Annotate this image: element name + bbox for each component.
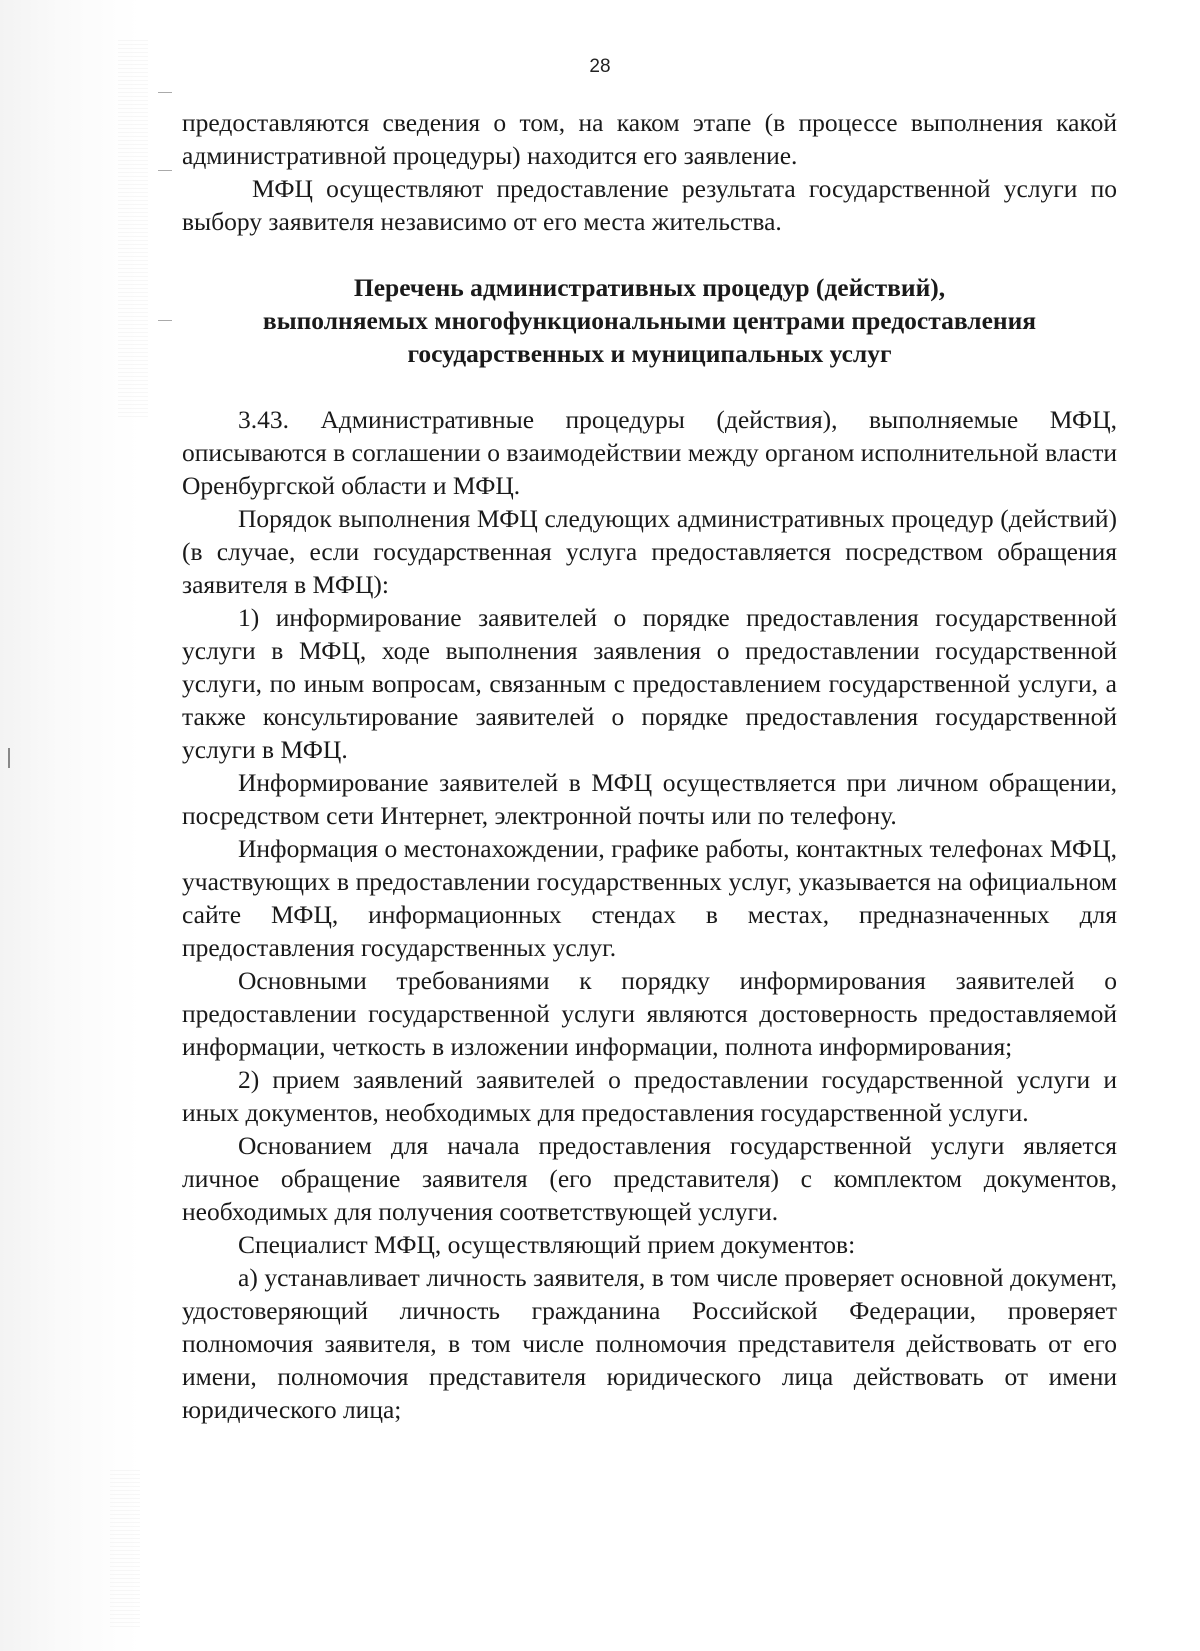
list-item: 1) информирование заявителей о порядке предоставления государственной услуги в МФЦ, ходе выполнения заявления о предоставлении государственной услуги, по иным вопросам, связанным с предоставлением государственной услуги, а также консультирование заявителей о порядке предоставления государственной услуги в МФЦ. xyxy=(182,603,1117,764)
heading-line: Перечень административных процедур (действий), xyxy=(353,273,946,302)
paragraph: Основными требованиями к порядку информирования заявителей о предоставлении государственной услуги являются достоверность предоставляемой информации, четкость в изложении информации, полнота информирования; xyxy=(182,966,1117,1061)
document-body xyxy=(182,106,1117,1426)
margin-dash xyxy=(158,170,172,171)
paragraph: Специалист МФЦ, осуществляющий прием документов: xyxy=(238,1230,856,1259)
margin-dash xyxy=(158,320,172,321)
paragraph: Основанием для начала предоставления государственной услуги является личное обращение заявителя (его представителя) с комплектом документов, необходимых для получения соответствующей услуги. xyxy=(182,1131,1117,1226)
list-item: 2) прием заявлений заявителей о предоставлении государственной услуги и иных документов, необходимых для предоставления государственной услуги. xyxy=(182,1065,1117,1127)
paragraph: Информация о местонахождении, графике работы, контактных телефонах МФЦ, участвующих в предоставлении государственных услуг, указывается на официальном сайте МФЦ, информационных стендах в местах, предназначенных для предоставления государственных услуг. xyxy=(182,834,1117,962)
list-item: а) устанавливает личность заявителя, в том числе проверяет основной документ, удостоверяющий личность гражданина Российской Федерации, проверяет полномочия заявителя, в том числе полномочия представителя действовать от его имени, полномочия представителя юридического лица действовать от имени юридического лица; xyxy=(182,1263,1117,1424)
paragraph: Информирование заявителей в МФЦ осуществляется при личном обращении, посредством сети Интернет, электронной почты или по телефону. xyxy=(182,768,1117,830)
page-number: 28 xyxy=(589,56,611,77)
heading-line: выполняемых многофункциональными центрами предоставления xyxy=(262,306,1037,335)
margin-mark xyxy=(8,748,10,768)
section-heading xyxy=(182,271,1117,370)
paragraph: МФЦ осуществляют предоставление результата государственной услуги по выбору заявителя независимо от его места жительства. xyxy=(182,174,1117,236)
heading-line: государственных и муниципальных услуг xyxy=(407,339,892,368)
margin-dash xyxy=(158,92,172,93)
scan-artifact-bottom xyxy=(110,1470,140,1630)
paragraph: 3.43. Административные процедуры (действия), выполняемые МФЦ, описываются в соглашении о взаимодействии между органом исполнительной власти Оренбургской области и МФЦ. xyxy=(182,405,1117,500)
paragraph: предоставляются сведения о том, на каком этапе (в процессе выполнения какой административной процедуры) находится его заявление. xyxy=(182,108,1117,170)
paragraph: Порядок выполнения МФЦ следующих административных процедур (действий) (в случае, если государственная услуга предоставляется посредством обращения заявителя в МФЦ): xyxy=(182,504,1117,599)
scan-artifact-top xyxy=(118,40,148,420)
